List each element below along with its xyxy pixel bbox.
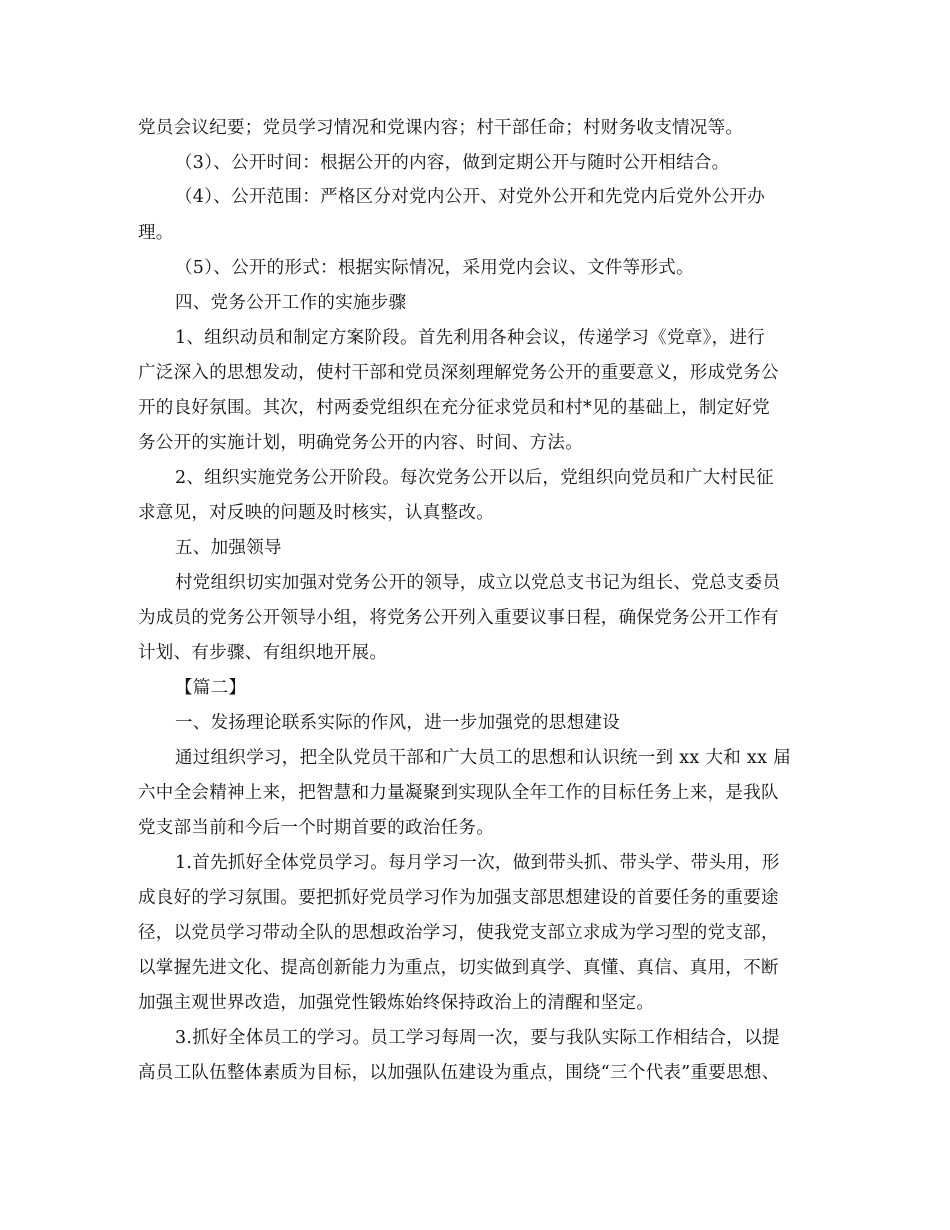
text-line-12: 求意见，对反映的问题及时核实，认真整改。 — [138, 503, 494, 523]
text-line-28: 高员工队伍整体素质为目标，以加强队伍建设为重点，围绕“三个代表”重要思想、 — [138, 1063, 780, 1083]
text-line-22: 1.首先抓好全体党员学习。每月学习一次，做到带头抓、带头学、带头用，形 — [175, 853, 780, 873]
text-line-16: 计划、有步骤、有组织地开展。 — [138, 643, 388, 663]
text-line-27: 3.抓好全体员工的学习。员工学习每周一次，要与我队实际工作相结合，以提 — [175, 1028, 780, 1048]
text-line-5: （5）、公开的形式：根据实际情况，采用党内会议、文件等形式。 — [175, 258, 694, 278]
text-line-1: 党员会议纪要；党员学习情况和党课内容；村干部任命；村财务收支情况等。 — [138, 118, 744, 138]
text-line-8: 广泛深入的思想发动，使村干部和党员深刻理解党务公开的重要意义，形成党务公 — [138, 363, 779, 383]
text-line-7: 1、组织动员和制定方案阶段。首先利用各种会议，传递学习《党章》，进行 — [175, 328, 766, 348]
text-line-11: 2、组织实施党务公开阶段。每次党务公开以后，党组织向党员和广大村民征 — [175, 468, 774, 488]
text-line-15: 为成员的党务公开领导小组，将党务公开列入重要议事日程，确保党务公开工作有 — [138, 608, 779, 628]
text-line-3: （4）、公开范围：严格区分对党内公开、对党外公开和先党内后党外公开办 — [175, 187, 766, 207]
section-heading-4: 四、党务公开工作的实施步骤 — [175, 293, 407, 313]
text-line-4: 理。 — [138, 223, 174, 243]
text-line-26: 加强主观世界改造，加强党性锻炼始终保持政治上的清醒和坚定。 — [138, 993, 655, 1013]
text-line-9: 开的良好氛围。其次，村两委党组织在充分征求党员和村*见的基础上，制定好党 — [138, 398, 771, 418]
text-line-19: 通过组织学习，把全队党员干部和广大员工的思想和认识统一到 xx 大和 xx 届 — [175, 748, 791, 768]
text-line-21: 党支部当前和今后一个时期首要的政治任务。 — [138, 818, 494, 838]
text-line-24: 径，以党员学习带动全队的思想政治学习，使我党支部立求成为学习型的党支部， — [138, 923, 779, 943]
part-heading: 【篇二】 — [175, 678, 247, 698]
text-line-2: （3）、公开时间：根据公开的内容，做到定期公开与随时公开相结合。 — [175, 153, 730, 173]
text-line-10: 务公开的实施计划，明确党务公开的内容、时间、方法。 — [138, 433, 583, 453]
text-line-20: 六中全会精神上来，把智慧和力量凝聚到实现队全年工作的目标任务上来，是我队 — [138, 783, 779, 803]
section-heading-5: 五、加强领导 — [175, 538, 282, 558]
section-heading-1: 一、发扬理论联系实际的作风，进一步加强党的思想建设 — [175, 713, 620, 733]
text-line-14: 村党组织切实加强对党务公开的领导，成立以党总支书记为组长、党总支委员 — [175, 573, 781, 593]
text-line-25: 以掌握先进文化、提高创新能力为重点，切实做到真学、真懂、真信、真用，不断 — [138, 958, 779, 978]
text-line-23: 成良好的学习氛围。要把抓好党员学习作为加强支部思想建设的首要任务的重要途 — [138, 888, 779, 908]
